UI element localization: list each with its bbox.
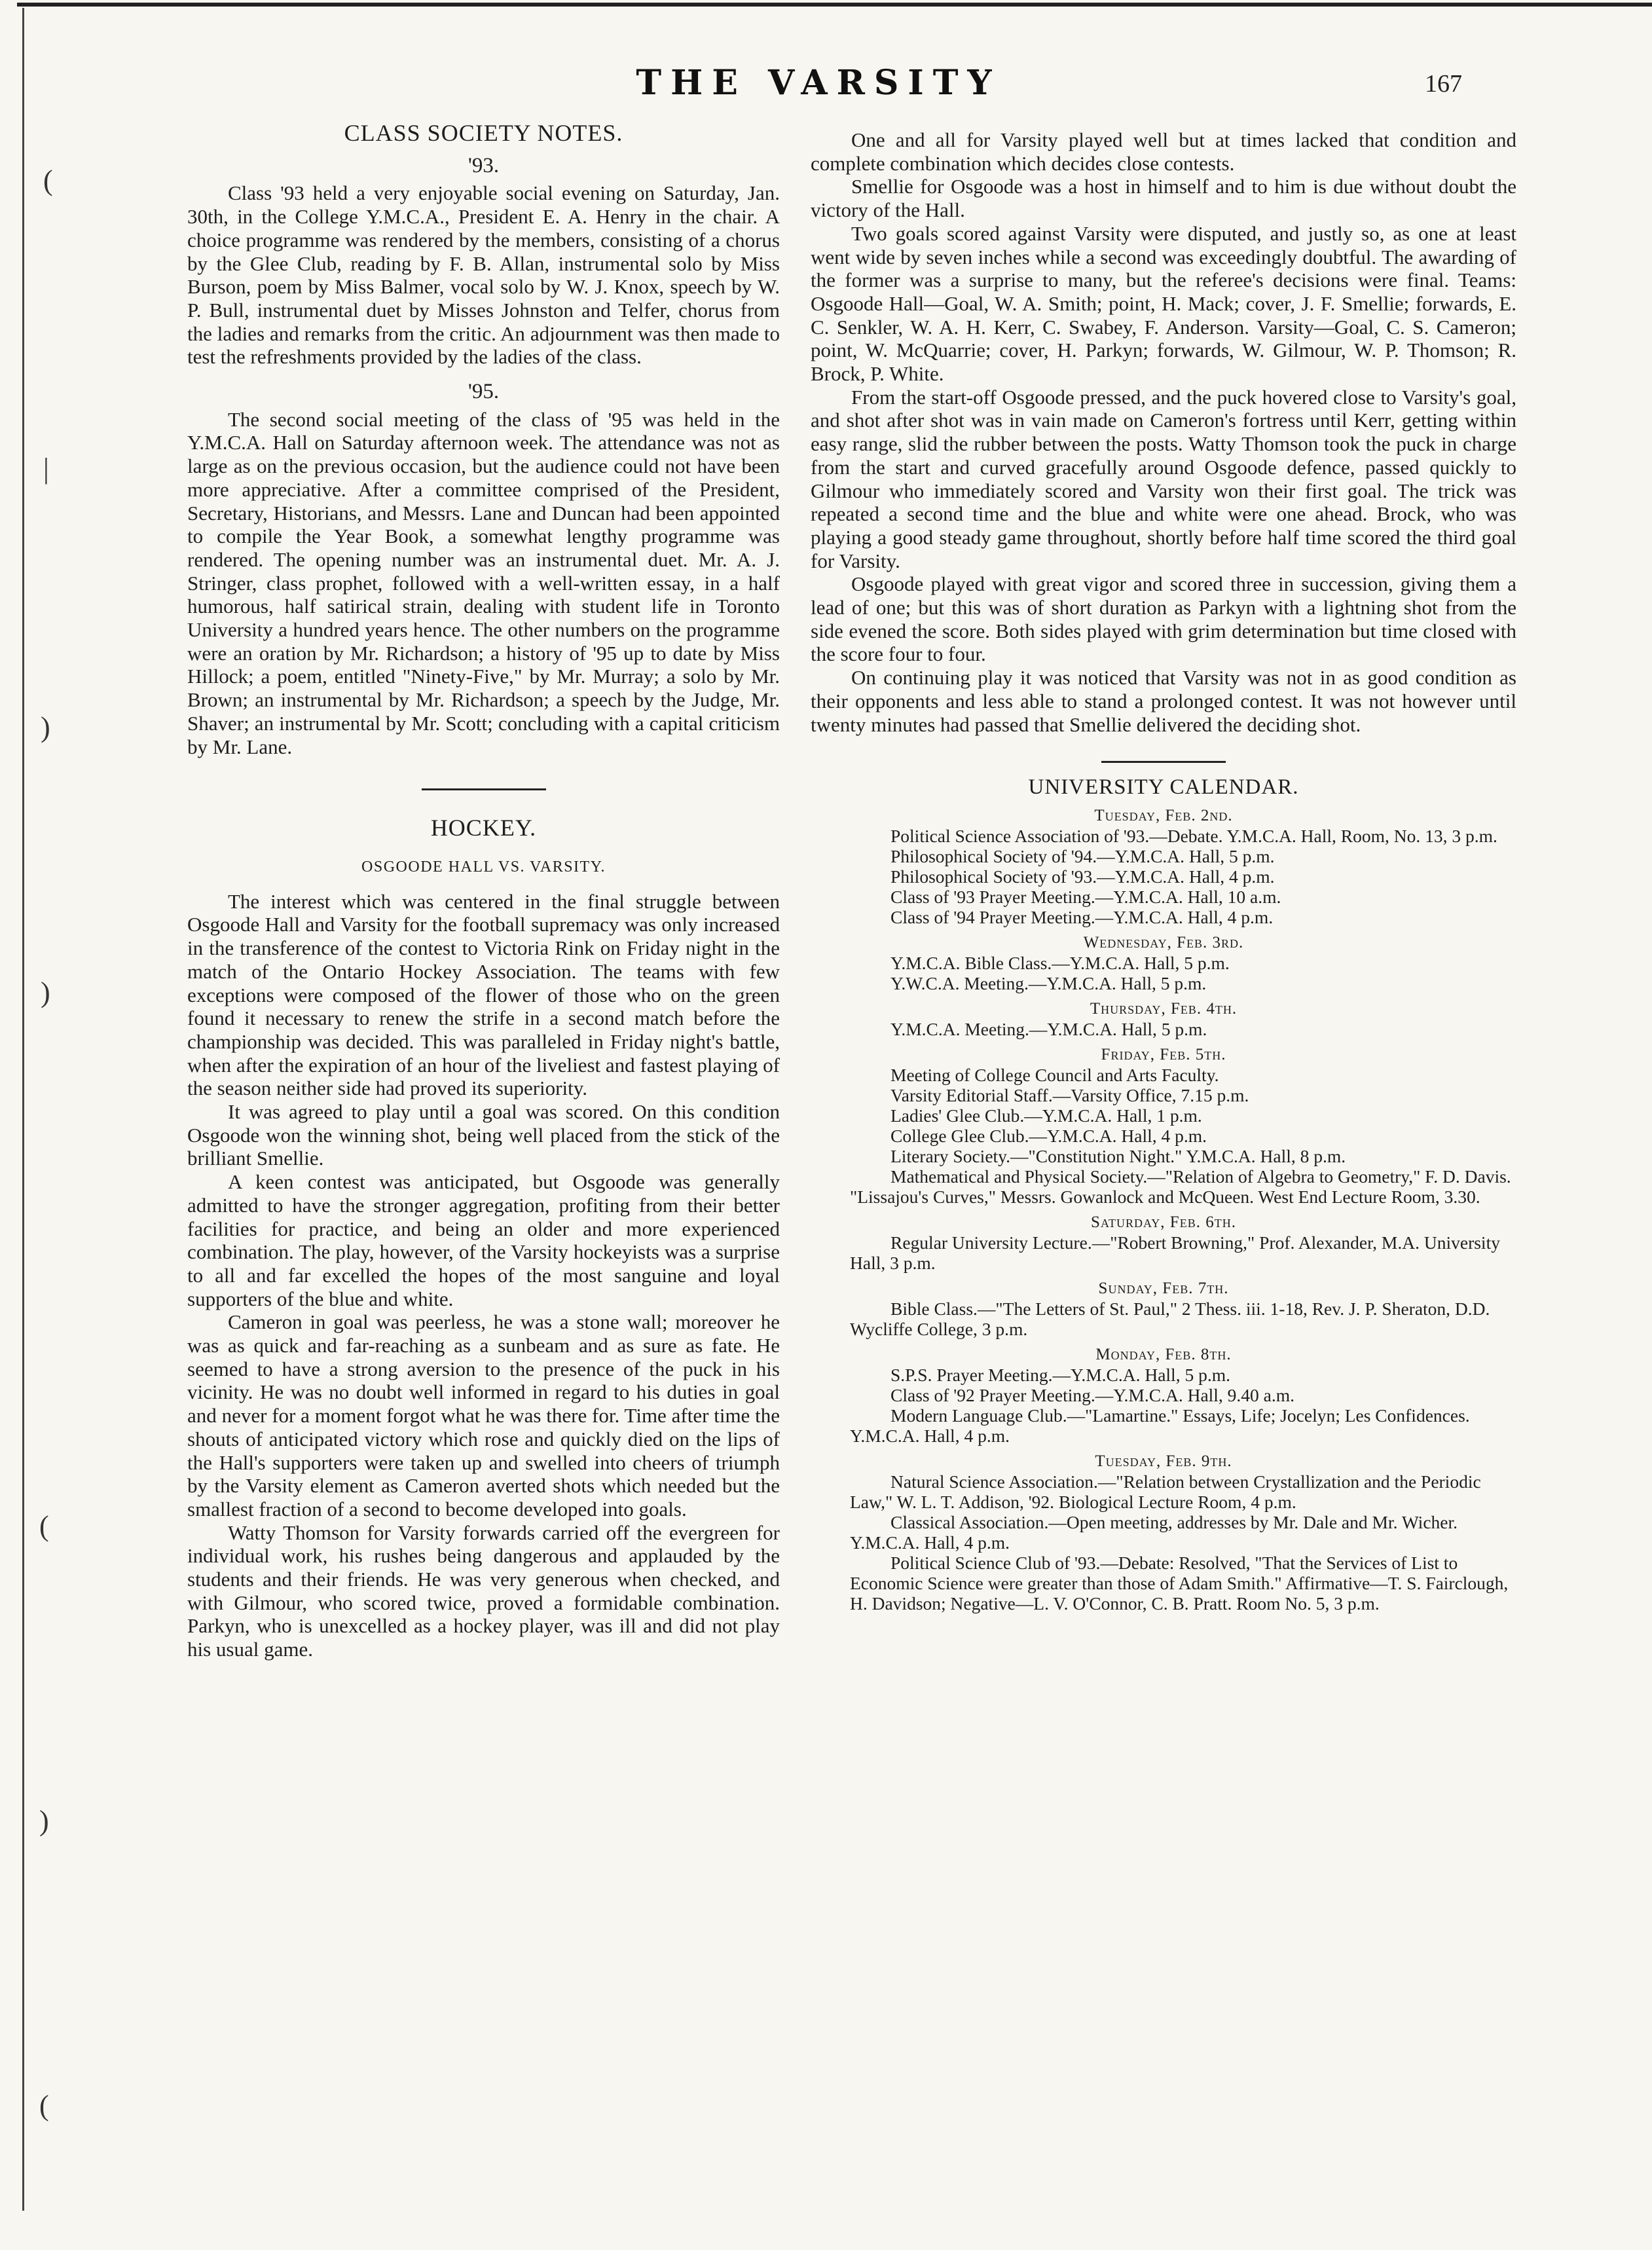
class-95-paragraph: The second social meeting of the class of '95 was held in the Y.M.C.A. Hall on Saturday afternoon week. The attendance was not as large as on the previous occasion, but the audience could not have been more appreciative. After a committee comprised of the President, Secretary, Historians, and Messrs. Lane and Duncan had been appointed to compile the Year Book, a somewhat lengthy programme was rendered. The opening number was an instrumental duet. Mr. A. J. Stringer, class prophet, followed with a well-written essay, in a half humorous, half satirical strain, dealing with student life in Toronto University a hundred years hence. The other numbers on the programme were an oration by Mr. Richardson; a history of '95 up to date by Miss Hillock; a poem, entitled "Ninety-Five," by Mr. Murray; a solo by Mr. Brown; an instrumental by Mr. Richardson; a speech by the Judge, Mr. Shaver; an instrumental by Mr. Scott; concluding with a capital criticism by Mr. Lane. — [187, 407, 780, 758]
university-calendar — [811, 777, 1516, 1614]
calendar-day: Tuesday, Feb. 2nd. — [1094, 807, 1233, 825]
calendar-entry: Class of '93 Prayer Meeting.—Y.M.C.A. Hall, 10 a.m. — [890, 887, 1281, 908]
page-number: 167 — [1425, 70, 1462, 98]
hockey-paragraph: Cameron in goal was peerless, he was a stone wall; moreover he was as quick and far-reaching as a sunbeam and as sure as fate. He seemed to have a strong aversion to the presence of the puck in his vicinity. He was no doubt well informed in regard to his duties in goal and never for a moment forgot what he was there for. Time after time the shouts of anticipated victory which rose and quickly died on the lips of the Hall's supporters were taken up and swelled into cheers of triumph by the Varsity element as Cameron averted shots which needed but the smallest fraction of a second to become developed into goals. — [187, 1310, 780, 1521]
calendar-entry: Varsity Editorial Staff.—Varsity Office, 7.15 p.m. — [890, 1085, 1249, 1106]
section-divider — [422, 788, 546, 790]
calendar-entry: Class of '94 Prayer Meeting.—Y.M.C.A. Hall, 4 p.m. — [890, 907, 1274, 928]
calendar-entry: Classical Association.—Open meeting, addresses by Mr. Dale and Mr. Wicher. Y.M.C.A. Hall, 4 p.m. — [850, 1512, 1458, 1553]
margin-mark: ( — [39, 1510, 49, 1542]
calendar-entry: Natural Science Association.—"Relation between Crystallization and the Periodic Law," W. L. T. Addison, '92. Biological Lecture Room, 4 p.m. — [850, 1471, 1481, 1513]
hockey-paragraph: It was agreed to play until a goal was scored. On this condition Osgoode won the winning shot, being well placed from the stick of the brilliant Smellie. — [187, 1100, 780, 1170]
calendar-entry: Y.W.C.A. Meeting.—Y.M.C.A. Hall, 5 p.m. — [890, 973, 1207, 994]
margin-mark: ) — [41, 976, 50, 1008]
hockey-paragraph: A keen contest was anticipated, but Osgoode was generally admitted to have the stronger aggregation, profiting from their better facilities for practice, and being an older and more experienced combination. The play, however, of the Varsity hockeyists was a surprise to all and far excelled the hopes of the most sanguine and loyal supporters of the blue and white. — [187, 1170, 780, 1310]
calendar-entry: Political Science Club of '93.—Debate: Resolved, "That the Services of List to Economic Science were greater than those of Adam Smith." Affirmative—T. S. Fairclough, H. Davidson; Negative—L. V. O'Connor, C. B. Pratt. Room No. 5, 3 p.m. — [850, 1553, 1509, 1614]
calendar-entry: Mathematical and Physical Society.—"Relation of Algebra to Geometry," F. D. Davis. "Lissajou's Curves," Messrs. Gowanlock and McQueen. West End Lecture Room, 3.30. — [850, 1166, 1511, 1208]
left-column — [187, 122, 780, 1661]
calendar-entry: Ladies' Glee Club.—Y.M.C.A. Hall, 1 p.m. — [890, 1105, 1202, 1126]
calendar-day: Monday, Feb. 8th. — [1095, 1346, 1232, 1364]
calendar-entry: Political Science Association of '93.—Debate. Y.M.C.A. Hall, Room, No. 13, 3 p.m. — [890, 826, 1497, 847]
calendar-entry: College Glee Club.—Y.M.C.A. Hall, 4 p.m. — [890, 1126, 1207, 1147]
masthead: THE VARSITY — [636, 63, 1001, 103]
class-93-subheading: '93. — [468, 153, 500, 177]
hockey-continued-paragraph: Smellie for Osgoode was a host in himself and to him is due without doubt the victory of the Hall. — [811, 175, 1516, 222]
margin-mark: ( — [39, 2090, 49, 2122]
calendar-day: Friday, Feb. 5th. — [1101, 1046, 1226, 1064]
class-93-paragraph: Class '93 held a very enjoyable social evening on Saturday, Jan. 30th, in the College Y.M.C.A., President E. A. Henry in the chair. A choice programme was rendered by the members, consisting of a chorus by the Glee Club, reading by F. B. Allan, instrumental solo by Miss Burson, poem by Miss Balmer, vocal solo by W. J. Knox, speech by W. P. Bull, instrumental duet by Misses Johnston and Telfer, chorus from the ladies and remarks from the critic. An adjournment was then made to test the refreshments provided by the ladies of the class. — [187, 181, 780, 369]
calendar-day: Thursday, Feb. 4th. — [1090, 1000, 1238, 1018]
hockey-continued-paragraph: One and all for Varsity played well but at times lacked that condition and complete combination which decides close contests. — [811, 128, 1516, 175]
hockey-continued-paragraph: Osgoode played with great vigor and scored three in succession, giving them a lead of one; but this was of short duration as Parkyn with a lightning shot from the side evened the score. Both sides played with grim determination but time closed with the score four to four. — [811, 572, 1516, 666]
margin-mark: ( — [43, 164, 53, 196]
binding-edge — [22, 8, 24, 2211]
hockey-continued-paragraph: From the start-off Osgoode pressed, and the puck hovered close to Varsity's goal, and shot after shot was in vain made on Cameron's fortress until Kerr, getting within easy range, slid the rubber between the posts. Watty Thomson took the puck in charge from the start and curved gracefully around Osgoode defence, passed quickly to Gilmour who immediately scored and Varsity won their first goal. The trick was repeated a second time and the blue and white were one ahead. Brock, who was playing a good steady game throughout, shortly before half time scored the third goal for Varsity. — [811, 385, 1516, 572]
calendar-entry: Y.M.C.A. Meeting.—Y.M.C.A. Hall, 5 p.m. — [890, 1019, 1207, 1040]
calendar-day: Saturday, Feb. 6th. — [1091, 1213, 1236, 1232]
calendar-entry: Philosophical Society of '94.—Y.M.C.A. Hall, 5 p.m. — [890, 846, 1275, 867]
calendar-entry: Modern Language Club.—"Lamartine." Essays, Life; Jocelyn; Les Confidences. Y.M.C.A. Hall, 4 p.m. — [850, 1405, 1470, 1447]
hockey-continued-paragraph: Two goals scored against Varsity were disputed, and justly so, as one at least went wide by seven inches while a second was exceedingly doubtful. The awarding of the former was a surprise to many, but the referee's decisions were final. Teams: Osgoode Hall—Goal, W. A. Smith; point, H. Mack; cover, J. F. Smellie; forwards, E. C. Senkler, W. A. H. Kerr, C. Swabey, F. Anderson. Varsity—Goal, C. S. Cameron; point, W. McQuarrie; cover, H. Parkyn; forwards, W. Gilmour, W. P. Thomson; R. Brock, P. White. — [811, 221, 1516, 386]
calendar-entry: Regular University Lecture.—"Robert Browning," Prof. Alexander, M.A. University Hall, 3 p.m. — [850, 1232, 1500, 1274]
margin-mark: | — [43, 452, 49, 485]
calendar-entry: S.P.S. Prayer Meeting.—Y.M.C.A. Hall, 5 p.m. — [890, 1365, 1230, 1386]
hockey-continued-paragraph: On continuing play it was noticed that Varsity was not in as good condition as their opponents and less able to stand a prolonged contest. It was not however until twenty minutes had passed that Smellie delivered the deciding shot. — [811, 666, 1516, 736]
calendar-entry: Philosophical Society of '93.—Y.M.C.A. Hall, 4 p.m. — [890, 866, 1275, 887]
section-divider — [1101, 761, 1226, 763]
hockey-subheading: OSGOODE HALL VS. VARSITY. — [361, 858, 606, 876]
top-rule — [17, 3, 1652, 7]
class-notes-heading: CLASS SOCIETY NOTES. — [344, 120, 623, 146]
class-95-subheading: '95. — [468, 380, 500, 404]
calendar-day: Wednesday, Feb. 3rd. — [1083, 934, 1244, 952]
calendar-entry: Y.M.C.A. Bible Class.—Y.M.C.A. Hall, 5 p.m. — [890, 953, 1230, 974]
right-column — [811, 128, 1516, 1614]
calendar-heading: UNIVERSITY CALENDAR. — [1028, 775, 1299, 800]
calendar-entry: Literary Society.—"Constitution Night." Y.M.C.A. Hall, 8 p.m. — [890, 1146, 1346, 1167]
hockey-heading: HOCKEY. — [430, 815, 537, 841]
calendar-day: Sunday, Feb. 7th. — [1098, 1280, 1229, 1298]
margin-mark: ) — [41, 711, 50, 743]
hockey-paragraph: Watty Thomson for Varsity forwards carried off the evergreen for individual work, his rushes being dangerous and applauded by the students and their friends. He was very generous when checked, and with Gilmour, who scored twice, proved a formidable combination. Parkyn, who is unexcelled as a hockey player, was ill and did not play his usual game. — [187, 1521, 780, 1661]
calendar-entry: Bible Class.—"The Letters of St. Paul," 2 Thess. iii. 1-18, Rev. J. P. Sheraton, D.D. Wycliffe College, 3 p.m. — [850, 1299, 1490, 1340]
calendar-day: Tuesday, Feb. 9th. — [1095, 1452, 1232, 1471]
calendar-entry: Meeting of College Council and Arts Faculty. — [890, 1065, 1219, 1086]
hockey-paragraph: The interest which was centered in the final struggle between Osgoode Hall and Varsity for the football supremacy was only increased in the transference of the contest to Victoria Rink on Friday night in the match of the Ontario Hockey Association. The teams with few exceptions were composed of the flower of those who on the green found it necessary to renew the strife in a second match before the championship was decided. This was paralleled in Friday night's battle, when after the expiration of an hour of the liveliest and fastest playing of the season neither side had proved its superiority. — [187, 889, 780, 1100]
calendar-entry: Class of '92 Prayer Meeting.—Y.M.C.A. Hall, 9.40 a.m. — [890, 1385, 1295, 1406]
margin-mark: ) — [39, 1805, 49, 1837]
